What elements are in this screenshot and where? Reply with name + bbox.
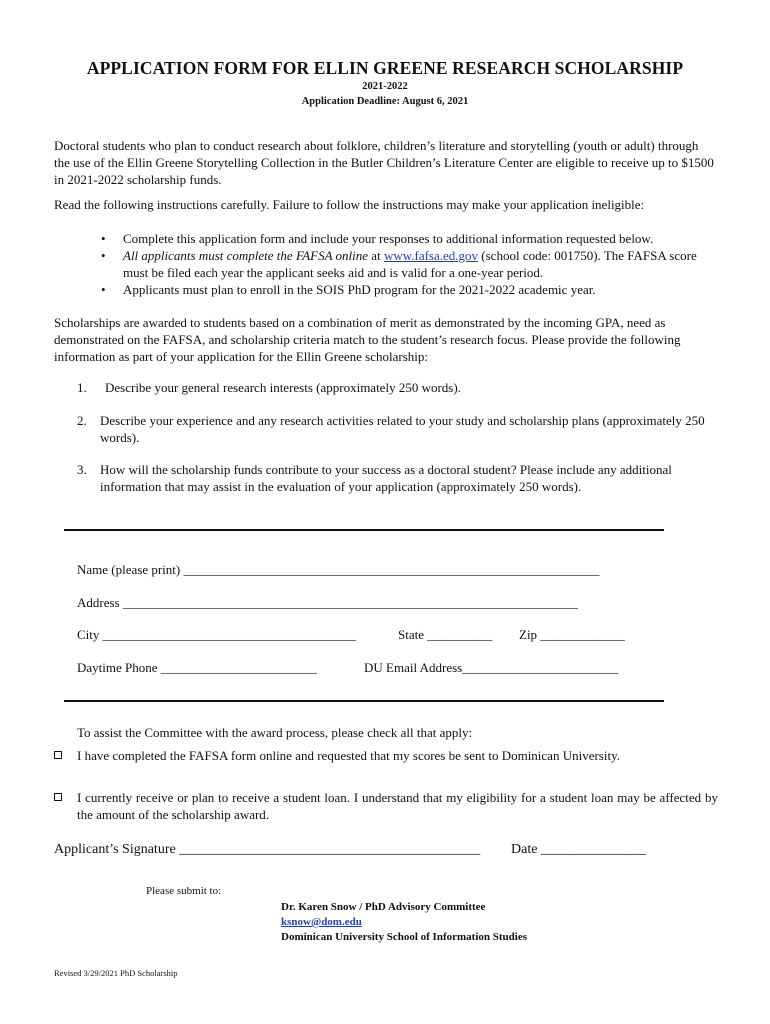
submit-organization: Dominican University School of Information Studies [281, 931, 527, 943]
checklist-lead: To assist the Committee with the award process, please check all that apply: [77, 725, 473, 740]
signature-field[interactable]: Applicant’s Signature ___________________________________________ [54, 842, 481, 857]
section-divider [64, 529, 664, 531]
question-text: Describe your general research interests (approximately 250 words). [105, 380, 461, 395]
question-text: How will the scholarship funds contribute to your success as a doctoral student? Please include any additional information that may assist in the evaluation of your application (approximately 250 words). [100, 462, 672, 494]
zip-field[interactable]: Zip _____________ [519, 627, 625, 642]
checklist-item-loan[interactable] [54, 789, 718, 823]
question-number: 2. [77, 413, 87, 428]
bullet-icon: • [101, 282, 106, 297]
fafsa-requirement: All applicants must complete the FAFSA online [123, 248, 369, 263]
revision-footer: Revised 3/29/2021 PhD Scholarship [54, 968, 178, 978]
instruction-1: Complete this application form and include your responses to additional information requested below. [123, 231, 654, 246]
criteria-paragraph: Scholarships are awarded to students based on a combination of merit as demonstrated by the incoming GPA, need as demonstrated on the FAFSA, and scholarship criteria match to the student’s research focus. Please provide the following information as part of your application for the Ellin Greene scholarship: [54, 315, 681, 364]
city-field[interactable]: City _______________________________________ [77, 627, 357, 642]
fafsa-at: at [368, 248, 384, 263]
phone-field[interactable]: Daytime Phone ________________________ [77, 660, 317, 675]
question-text: Describe your experience and any research activities related to your study and scholarship plans (approximately 250 words). [100, 413, 705, 445]
question-number: 1. [77, 380, 87, 395]
submit-email-link[interactable]: ksnow@dom.edu [281, 916, 362, 928]
page-title: APPLICATION FORM FOR ELLIN GREENE RESEARCH SCHOLARSHIP [86, 58, 684, 78]
date-field[interactable]: Date _______________ [511, 842, 646, 857]
instruction-3: Applicants must plan to enroll in the SOIS PhD program for the 2021-2022 academic year. [123, 282, 596, 297]
application-deadline: Application Deadline: August 6, 2021 [301, 96, 469, 107]
bullet-icon: • [101, 248, 106, 263]
instruction-list [54, 230, 714, 298]
list-item [54, 281, 714, 298]
intro-paragraph: Doctoral students who plan to conduct research about folklore, children’s literature and storytelling (youth or adult) through the use of the Ellin Greene Storytelling Collection in the Butler Children’s Literature Center are eligible to receive up to $1500 in 2021-2022 scholarship funds. [54, 138, 714, 187]
state-field[interactable]: State __________ [398, 627, 493, 642]
question-3 [77, 461, 717, 495]
question-2 [77, 412, 717, 446]
section-divider [64, 700, 664, 702]
instructions-lead: Read the following instructions carefully. Failure to follow the instructions may make your application ineligible: [54, 197, 645, 212]
list-item [54, 230, 714, 247]
name-field[interactable]: Name (please print) ________________________________________________________________ [77, 562, 600, 577]
fafsa-details: (school code: 001750). The FAFSA score must be filed each year the applicant seeks aid and is valid for a one-year period. [123, 248, 697, 280]
submit-label: Please submit to: [146, 885, 222, 897]
checklist-text: I have completed the FAFSA form online and requested that my scores be sent to Dominican University. [77, 748, 620, 763]
submit-contact-name: Dr. Karen Snow / PhD Advisory Committee [281, 901, 486, 913]
fafsa-link[interactable]: www.fafsa.ed.gov [383, 248, 479, 263]
bullet-icon: • [101, 231, 106, 246]
question-1 [77, 379, 717, 396]
address-field[interactable]: Address ______________________________________________________________________ [77, 595, 578, 610]
checkbox[interactable] [54, 793, 62, 801]
checklist-text: I currently receive or plan to receive a student loan. I understand that my eligibility for a student loan may be affected by the amount of the scholarship award. [77, 790, 718, 822]
checklist-item-fafsa[interactable] [54, 747, 718, 764]
email-field[interactable]: DU Email Address________________________ [364, 660, 619, 675]
list-item [54, 247, 714, 281]
checkbox[interactable] [54, 751, 62, 759]
academic-year: 2021-2022 [362, 81, 408, 92]
question-number: 3. [77, 462, 87, 477]
